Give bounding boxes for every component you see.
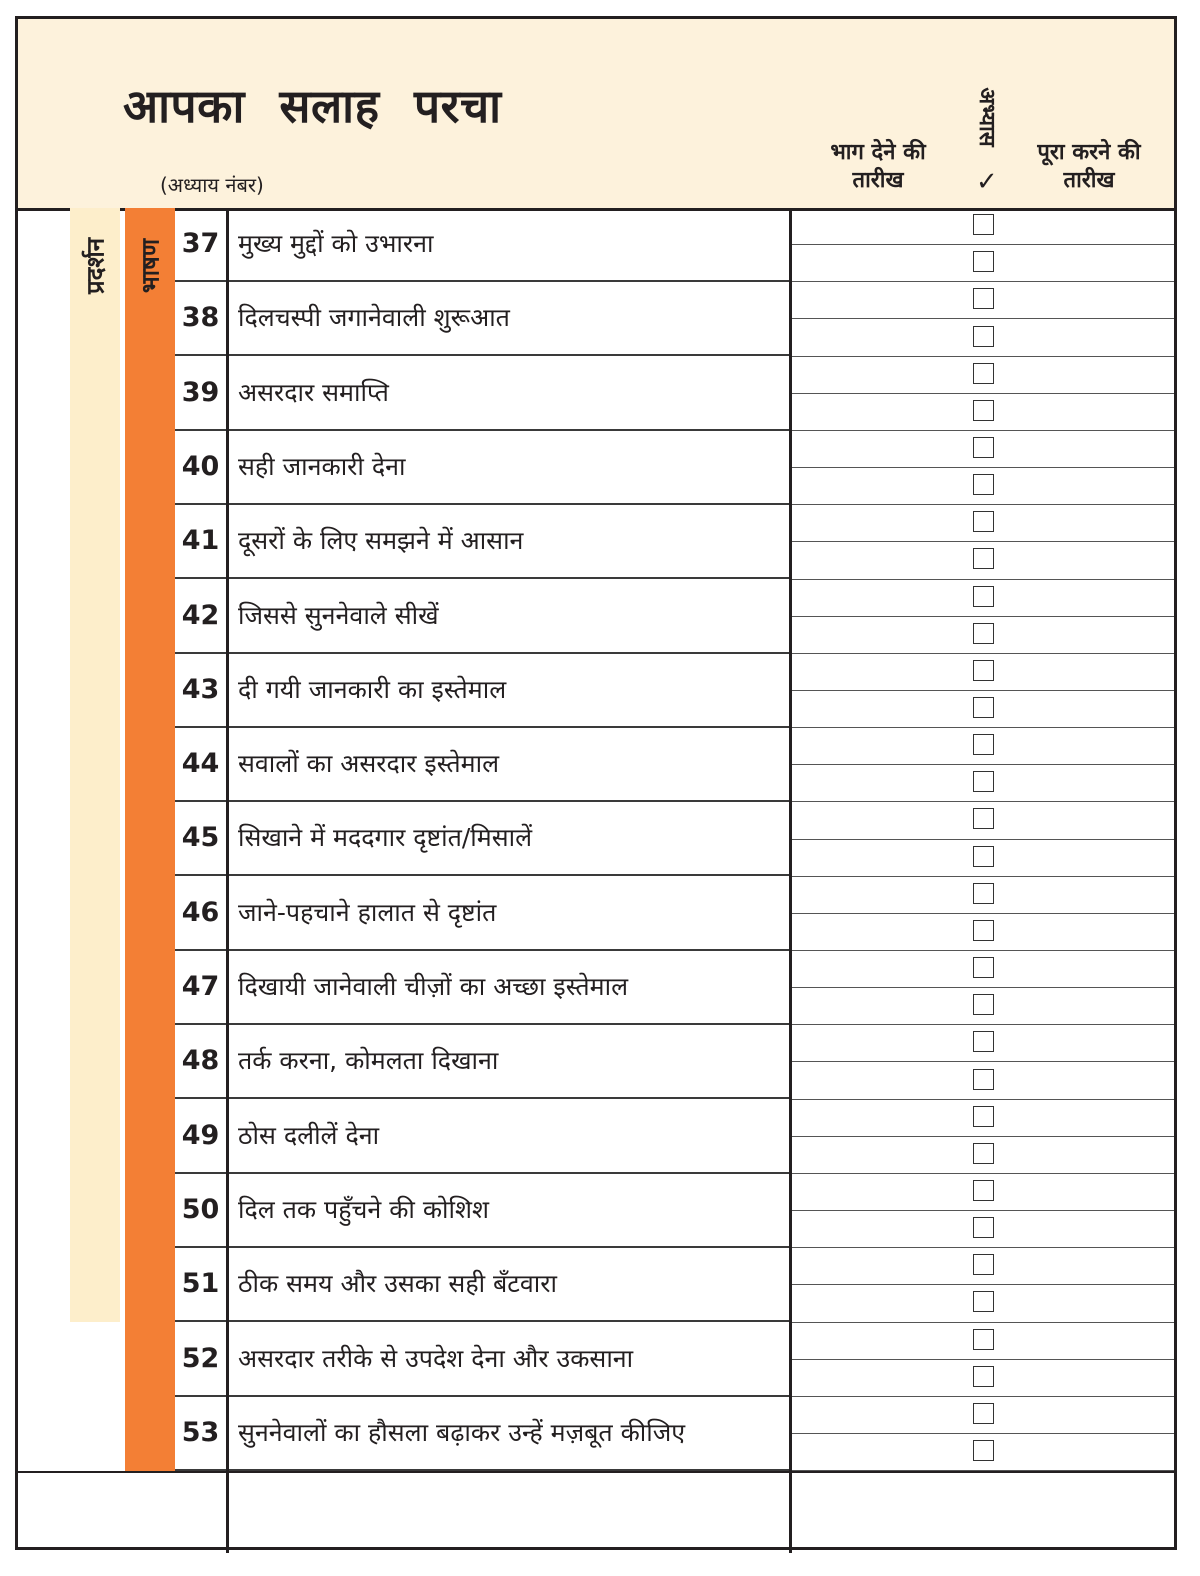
lesson-title: दिलचस्पी जगानेवाली शुरूआत — [238, 303, 510, 333]
lesson-row — [175, 1100, 789, 1174]
practice-checkbox[interactable] — [973, 586, 994, 607]
practice-checkbox[interactable] — [973, 1217, 994, 1238]
practice-checkbox[interactable] — [973, 808, 994, 829]
assign-date-header: भाग देने की तारीख — [830, 140, 926, 193]
lesson-row — [175, 1174, 789, 1248]
lesson-title: असरदार तरीके से उपदेश देना और उकसाना — [238, 1343, 634, 1373]
date-entry-line — [792, 467, 1174, 468]
speech-band — [125, 208, 175, 1471]
date-entry-line — [792, 1173, 1174, 1174]
date-entry-line — [792, 1247, 1174, 1248]
practice-checkbox[interactable] — [973, 734, 994, 755]
demonstration-label: प्रदर्शन — [81, 237, 110, 295]
date-entry-line — [792, 1024, 1174, 1025]
lesson-row — [175, 282, 789, 356]
lesson-title: सही जानकारी देना — [238, 451, 406, 481]
practice-checkbox[interactable] — [973, 437, 994, 458]
date-entry-line — [792, 504, 1174, 505]
date-entry-line — [792, 727, 1174, 728]
lesson-number: 51 — [181, 1268, 220, 1300]
lesson-number: 37 — [181, 228, 220, 259]
check-mark-icon: ✓ — [976, 167, 998, 197]
date-entry-line — [792, 281, 1174, 282]
date-entry-line — [792, 1099, 1174, 1100]
practice-checkbox[interactable] — [973, 660, 994, 681]
date-entry-line — [792, 244, 1174, 245]
practice-checkbox[interactable] — [973, 1069, 994, 1090]
column-divider — [789, 208, 792, 1553]
lesson-number: 40 — [181, 450, 220, 482]
practice-checkbox[interactable] — [973, 400, 994, 421]
lesson-number: 50 — [181, 1193, 220, 1225]
practice-checkbox[interactable] — [973, 920, 994, 941]
date-entry-line — [792, 541, 1174, 542]
practice-checkbox[interactable] — [973, 251, 994, 272]
lesson-number: 47 — [181, 971, 220, 1002]
practice-checkbox[interactable] — [973, 1254, 994, 1275]
lesson-row — [175, 1397, 789, 1471]
sheet-header — [18, 19, 1174, 211]
lesson-title: दी गयी जानकारी का इस्तेमाल — [238, 674, 507, 704]
date-entry-line — [792, 913, 1174, 914]
lesson-row — [175, 1248, 789, 1322]
practice-checkbox[interactable] — [973, 623, 994, 644]
lesson-row — [175, 505, 789, 579]
practice-checkbox[interactable] — [973, 326, 994, 347]
date-entry-line — [792, 690, 1174, 691]
practice-checkbox[interactable] — [973, 1180, 994, 1201]
date-entry-line — [792, 1322, 1174, 1323]
practice-checkbox[interactable] — [973, 1366, 994, 1387]
lesson-title: जाने-पहचाने हालात से दृष्टांत — [238, 897, 497, 927]
date-entry-line — [792, 653, 1174, 654]
lesson-row — [175, 1323, 789, 1397]
practice-header-label: अभ्यास — [974, 87, 999, 147]
date-entry-line — [792, 1210, 1174, 1211]
lesson-number: 41 — [181, 525, 220, 557]
lesson-row — [175, 208, 789, 282]
date-entry-line — [792, 839, 1174, 840]
practice-checkbox[interactable] — [973, 771, 994, 792]
practice-header — [970, 79, 1006, 197]
lesson-title: सिखाने में मददगार दृष्टांत/मिसालें — [238, 823, 533, 853]
date-entry-line — [792, 950, 1174, 951]
lesson-number: 44 — [181, 748, 220, 780]
lesson-number: 43 — [181, 673, 220, 705]
lesson-number: 42 — [181, 599, 220, 631]
lesson-title: जिससे सुननेवाले सीखें — [238, 600, 439, 630]
practice-checkbox[interactable] — [973, 1031, 994, 1052]
practice-checkbox[interactable] — [973, 1329, 994, 1350]
practice-checkbox[interactable] — [973, 214, 994, 235]
date-entry-line — [792, 393, 1174, 394]
lesson-row — [175, 728, 789, 802]
lesson-title: सुननेवालों का हौसला बढ़ाकर उन्हें मज़बूत कीजिए — [238, 1417, 686, 1447]
practice-checkbox[interactable] — [973, 1403, 994, 1424]
date-entry-line — [792, 1284, 1174, 1285]
practice-checkbox[interactable] — [973, 1291, 994, 1312]
date-entry-line — [792, 1136, 1174, 1137]
lesson-number: 48 — [181, 1045, 220, 1077]
date-entry-line — [792, 616, 1174, 617]
lesson-title: दिखायी जानेवाली चीज़ों का अच्छा इस्तेमाल — [238, 972, 629, 1001]
date-entry-line — [792, 430, 1174, 431]
speech-label: भाषण — [136, 238, 165, 294]
complete-date-header: पूरा करने की तारीख — [1037, 140, 1141, 193]
practice-checkbox[interactable] — [973, 363, 994, 384]
practice-checkbox[interactable] — [973, 548, 994, 569]
date-entry-line — [792, 1433, 1174, 1434]
lesson-row — [175, 431, 789, 505]
date-entry-line — [792, 1061, 1174, 1062]
page-title: आपका सलाह परचा — [123, 79, 502, 133]
lesson-title: ठीक समय और उसका सही बँटवारा — [238, 1269, 557, 1299]
practice-checkbox[interactable] — [973, 994, 994, 1015]
demonstration-band — [70, 208, 120, 1322]
date-entry-line — [792, 1359, 1174, 1360]
lesson-title: दूसरों के लिए समझने में आसान — [238, 526, 524, 556]
lesson-row — [175, 1025, 789, 1099]
chapter-number-label: (अध्याय नंबर) — [160, 173, 264, 197]
lesson-number: 52 — [181, 1342, 220, 1374]
practice-checkbox[interactable] — [973, 957, 994, 978]
practice-checkbox[interactable] — [973, 1440, 994, 1461]
practice-checkbox[interactable] — [973, 1143, 994, 1164]
lesson-row — [175, 802, 789, 876]
date-entry-line — [792, 987, 1174, 988]
lesson-number: 39 — [181, 376, 220, 408]
lesson-row — [175, 654, 789, 728]
counsel-sheet — [15, 16, 1177, 1550]
date-entry-line — [792, 801, 1174, 802]
practice-checkbox[interactable] — [973, 883, 994, 904]
table-bottom-divider — [18, 1471, 1174, 1473]
lesson-title: तर्क करना, कोमलता दिखाना — [238, 1046, 499, 1076]
date-entry-line — [792, 318, 1174, 319]
lesson-row — [175, 357, 789, 431]
lesson-title: दिल तक पहुँचने की कोशिश — [238, 1194, 489, 1224]
lesson-row — [175, 877, 789, 951]
date-entry-line — [792, 876, 1174, 877]
column-divider — [226, 208, 229, 1553]
practice-checkbox[interactable] — [973, 474, 994, 495]
lesson-number: 49 — [181, 1119, 220, 1151]
date-entry-line — [792, 356, 1174, 357]
lesson-title: सवालों का असरदार इस्तेमाल — [238, 749, 500, 779]
practice-checkbox[interactable] — [973, 697, 994, 718]
lesson-row — [175, 580, 789, 654]
lesson-number: 53 — [181, 1416, 220, 1448]
date-entry-line — [792, 579, 1174, 580]
lesson-number: 38 — [181, 302, 220, 334]
lesson-title: मुख्य मुद्दों को उभारना — [238, 229, 434, 258]
practice-checkbox[interactable] — [973, 511, 994, 532]
lesson-row — [175, 951, 789, 1025]
lesson-title: ठोस दलीलें देना — [238, 1120, 380, 1150]
practice-checkbox[interactable] — [973, 288, 994, 309]
practice-checkbox[interactable] — [973, 1106, 994, 1127]
date-entry-line — [792, 1396, 1174, 1397]
lesson-number: 46 — [181, 896, 220, 928]
date-entry-line — [792, 764, 1174, 765]
practice-checkbox[interactable] — [973, 846, 994, 867]
lesson-number: 45 — [181, 822, 220, 854]
lesson-title: असरदार समाप्ति — [238, 377, 389, 407]
